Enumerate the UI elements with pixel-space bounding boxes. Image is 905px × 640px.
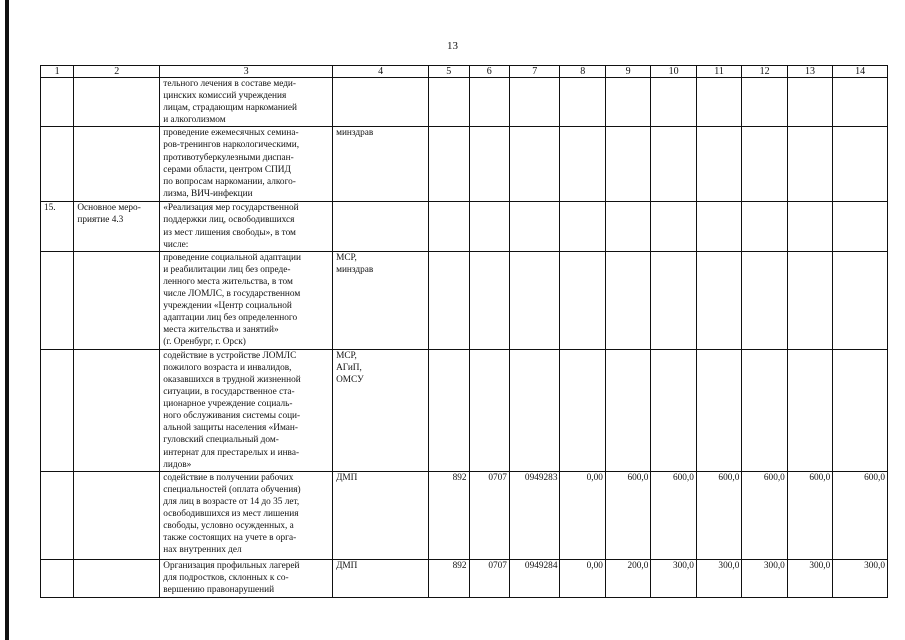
value-cell (833, 349, 888, 471)
value-cell (742, 349, 787, 471)
column-number-row (41, 66, 888, 78)
value-cell (469, 251, 509, 349)
value-cell (742, 78, 787, 127)
executor-cell: минздрав (333, 127, 429, 202)
value-cell (696, 127, 741, 202)
value-cell (509, 78, 560, 127)
event-name-cell (74, 471, 160, 559)
value-cell: 200,0 (605, 559, 650, 597)
value-cell: 892 (429, 559, 469, 597)
value-cell (651, 251, 696, 349)
executor-cell (333, 202, 429, 251)
page-number: 13 (447, 40, 458, 52)
table-row (41, 78, 888, 127)
value-cell (787, 78, 832, 127)
value-cell: 600,0 (696, 471, 741, 559)
description-cell: тельного лечения в составе меди- цинских комиссий учреждения лицам, страдающим наркоманией и алкоголизмом (160, 78, 333, 127)
value-cell: 600,0 (651, 471, 696, 559)
value-cell (651, 127, 696, 202)
value-cell: 0,00 (560, 559, 605, 597)
column-number: 3 (160, 66, 333, 78)
row-index-cell (41, 251, 74, 349)
value-cell (833, 127, 888, 202)
value-cell (833, 78, 888, 127)
event-name-cell: Основное меро- приятие 4.3 (74, 202, 160, 251)
value-cell (696, 202, 741, 251)
table-row (41, 127, 888, 202)
value-cell (509, 202, 560, 251)
value-cell (469, 202, 509, 251)
value-cell (787, 251, 832, 349)
description-cell: содействие в устройстве ЛОМЛС пожилого возраста и инвалидов, оказавшихся в трудной жизненной ситуации, в государственное ста- ционарное учреждение социаль- ного обслуживания системы соци- альной защиты населения «Иман- гуловский специальный дом- интернат для престарелых и инва- лидов» (160, 349, 333, 471)
budget-table (40, 65, 888, 598)
description-cell: содействие в получении рабочих специальностей (оплата обучения) для лиц в возрасте от 14 до 35 лет, освободившихся из мест лишения свободы, условно осужденных, а также состоящих на учете в орга- нах внутренних дел (160, 471, 333, 559)
event-name-cell (74, 349, 160, 471)
column-number: 1 (41, 66, 74, 78)
value-cell (469, 127, 509, 202)
value-cell (429, 349, 469, 471)
column-number: 13 (787, 66, 832, 78)
executor-cell: ДМП (333, 559, 429, 597)
value-cell (787, 349, 832, 471)
event-name-cell (74, 251, 160, 349)
value-cell (696, 251, 741, 349)
value-cell (605, 127, 650, 202)
value-cell (509, 127, 560, 202)
executor-cell: ДМП (333, 471, 429, 559)
value-cell (560, 78, 605, 127)
column-number: 2 (74, 66, 160, 78)
table-row (41, 202, 888, 251)
value-cell (651, 202, 696, 251)
value-cell (787, 127, 832, 202)
scan-edge-bar (5, 0, 9, 640)
column-number: 11 (696, 66, 741, 78)
value-cell (469, 78, 509, 127)
value-cell (787, 202, 832, 251)
table-row (41, 559, 888, 597)
description-cell: проведение ежемесячных семина- ров-тренингов наркологическими, противотуберкулезными диспан- серами области, центром СПИД по вопросам наркомании, алкого- лизма, ВИЧ-инфекции (160, 127, 333, 202)
value-cell (742, 202, 787, 251)
row-index-cell (41, 559, 74, 597)
value-cell: 600,0 (787, 471, 832, 559)
value-cell: 300,0 (651, 559, 696, 597)
column-number: 5 (429, 66, 469, 78)
row-index-cell (41, 349, 74, 471)
value-cell (429, 127, 469, 202)
column-number: 4 (333, 66, 429, 78)
value-cell: 0949284 (509, 559, 560, 597)
event-name-cell (74, 127, 160, 202)
event-name-cell (74, 78, 160, 127)
value-cell: 600,0 (742, 471, 787, 559)
value-cell: 0949283 (509, 471, 560, 559)
value-cell (509, 349, 560, 471)
executor-cell: МСР, АГиП, ОМСУ (333, 349, 429, 471)
table-row (41, 349, 888, 471)
value-cell (429, 78, 469, 127)
value-cell (429, 251, 469, 349)
value-cell (429, 202, 469, 251)
value-cell (509, 251, 560, 349)
value-cell: 600,0 (833, 471, 888, 559)
column-number: 10 (651, 66, 696, 78)
value-cell (560, 349, 605, 471)
value-cell (605, 202, 650, 251)
description-cell: «Реализация мер государственной поддержки лиц, освободившихся из мест лишения свободы», в том числе: (160, 202, 333, 251)
value-cell (469, 349, 509, 471)
row-index-cell (41, 127, 74, 202)
column-number: 14 (833, 66, 888, 78)
value-cell (742, 251, 787, 349)
value-cell (696, 78, 741, 127)
column-number: 9 (605, 66, 650, 78)
column-number: 6 (469, 66, 509, 78)
executor-cell (333, 78, 429, 127)
value-cell: 0707 (469, 559, 509, 597)
row-index-cell (41, 471, 74, 559)
value-cell (651, 349, 696, 471)
value-cell (605, 251, 650, 349)
value-cell: 600,0 (605, 471, 650, 559)
value-cell (833, 251, 888, 349)
row-index-cell: 15. (41, 202, 74, 251)
value-cell: 300,0 (742, 559, 787, 597)
value-cell: 300,0 (696, 559, 741, 597)
value-cell (560, 251, 605, 349)
value-cell: 300,0 (833, 559, 888, 597)
value-cell (605, 349, 650, 471)
column-number: 12 (742, 66, 787, 78)
value-cell (651, 78, 696, 127)
value-cell (696, 349, 741, 471)
row-index-cell (41, 78, 74, 127)
value-cell: 892 (429, 471, 469, 559)
column-number: 7 (509, 66, 560, 78)
value-cell (605, 78, 650, 127)
value-cell: 0,00 (560, 471, 605, 559)
value-cell (742, 127, 787, 202)
value-cell: 300,0 (787, 559, 832, 597)
description-cell: проведение социальной адаптации и реабилитации лиц без опреде- ленного места жительства, в том числе ЛОМЛС, в государственном учреждении «Центр социальной адаптации лиц без определенного места жительства и занятий» (г. Оренбург, г. Орск) (160, 251, 333, 349)
value-cell (833, 202, 888, 251)
table-row (41, 471, 888, 559)
column-number: 8 (560, 66, 605, 78)
table-row (41, 251, 888, 349)
value-cell (560, 202, 605, 251)
executor-cell: МСР, минздрав (333, 251, 429, 349)
event-name-cell (74, 559, 160, 597)
description-cell: Организация профильных лагерей для подростков, склонных к со- вершению правонарушений (160, 559, 333, 597)
value-cell (560, 127, 605, 202)
value-cell: 0707 (469, 471, 509, 559)
